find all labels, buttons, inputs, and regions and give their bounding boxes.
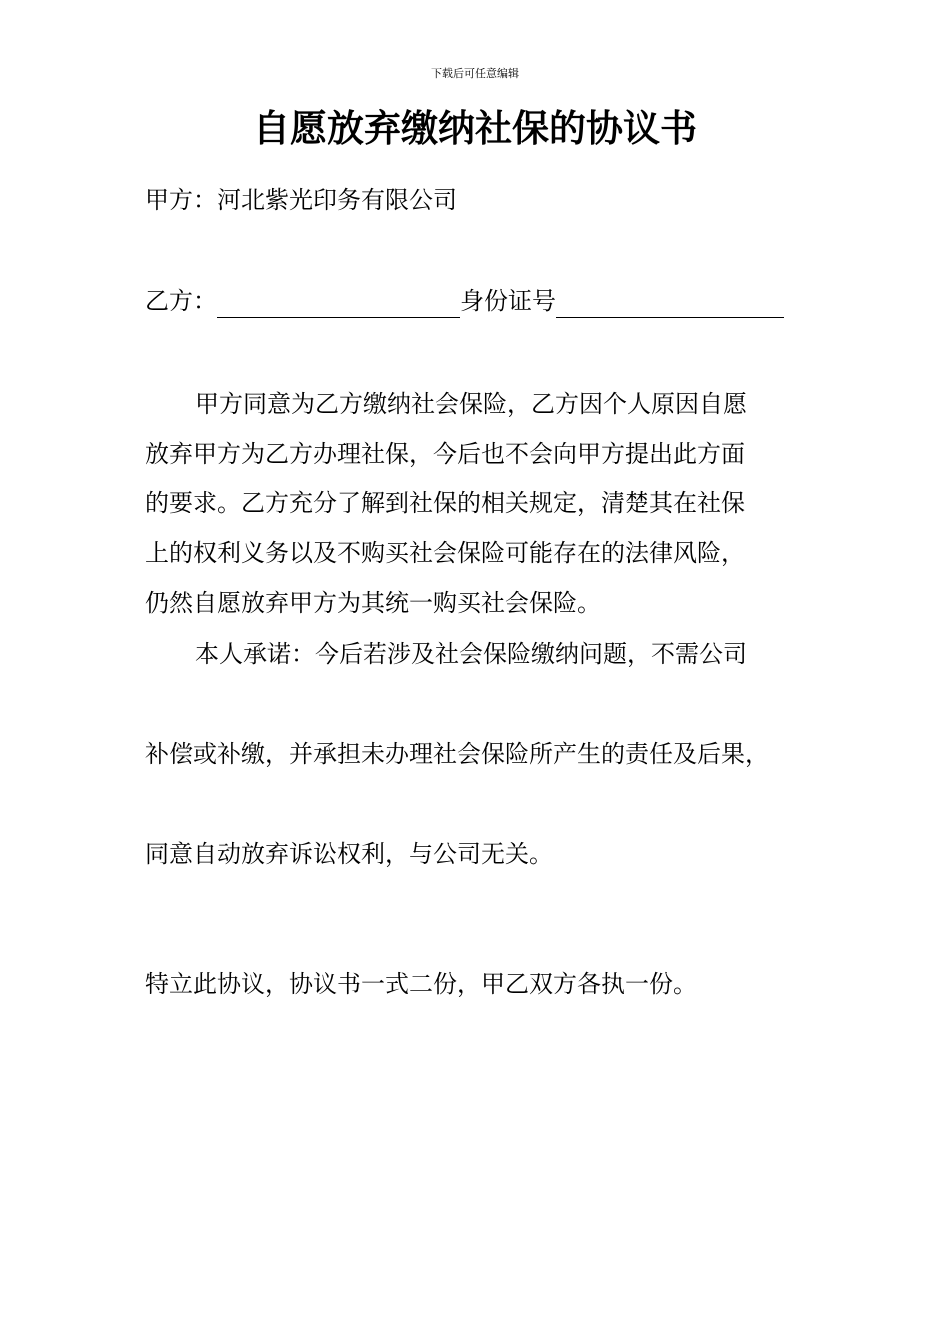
party-a-name: 河北紫光印务有限公司 [217, 186, 457, 214]
paragraph1-line-1: 甲方同意为乙方缴纳社会保险，乙方因个人原因自愿 [195, 390, 747, 418]
paragraph2-line-3: 同意自动放弃诉讼权利，与公司无关。 [145, 840, 553, 868]
header-note: 下载后可任意编辑 [431, 67, 519, 80]
paragraph2-line-2: 补偿或补缴，并承担未办理社会保险所产生的责任及后果， [145, 740, 769, 768]
paragraph2-line-1: 本人承诺：今后若涉及社会保险缴纳问题，不需公司 [195, 640, 747, 668]
paragraph1-line-4: 上的权利义务以及不购买社会保险可能存在的法律风险， [145, 539, 745, 567]
id-number-label: 身份证号 [460, 287, 556, 315]
id-number-blank [556, 289, 784, 318]
party-b-name-blank [217, 289, 460, 318]
party-a-label: 甲方： [145, 186, 217, 214]
paragraph1-line-3: 的要求。乙方充分了解到社保的相关规定，清楚其在社保 [145, 489, 745, 517]
party-b-line [145, 284, 784, 318]
party-b-label: 乙方： [145, 287, 217, 315]
closing-statement: 特立此协议，协议书一式二份，甲乙双方各执一份。 [145, 970, 697, 998]
paragraph1-line-2: 放弃甲方为乙方办理社保，今后也不会向甲方提出此方面 [145, 440, 745, 468]
document-title: 自愿放弃缴纳社保的协议书 [253, 106, 697, 150]
paragraph1-line-5: 仍然自愿放弃甲方为其统一购买社会保险。 [145, 589, 601, 617]
party-a-line [145, 183, 457, 217]
